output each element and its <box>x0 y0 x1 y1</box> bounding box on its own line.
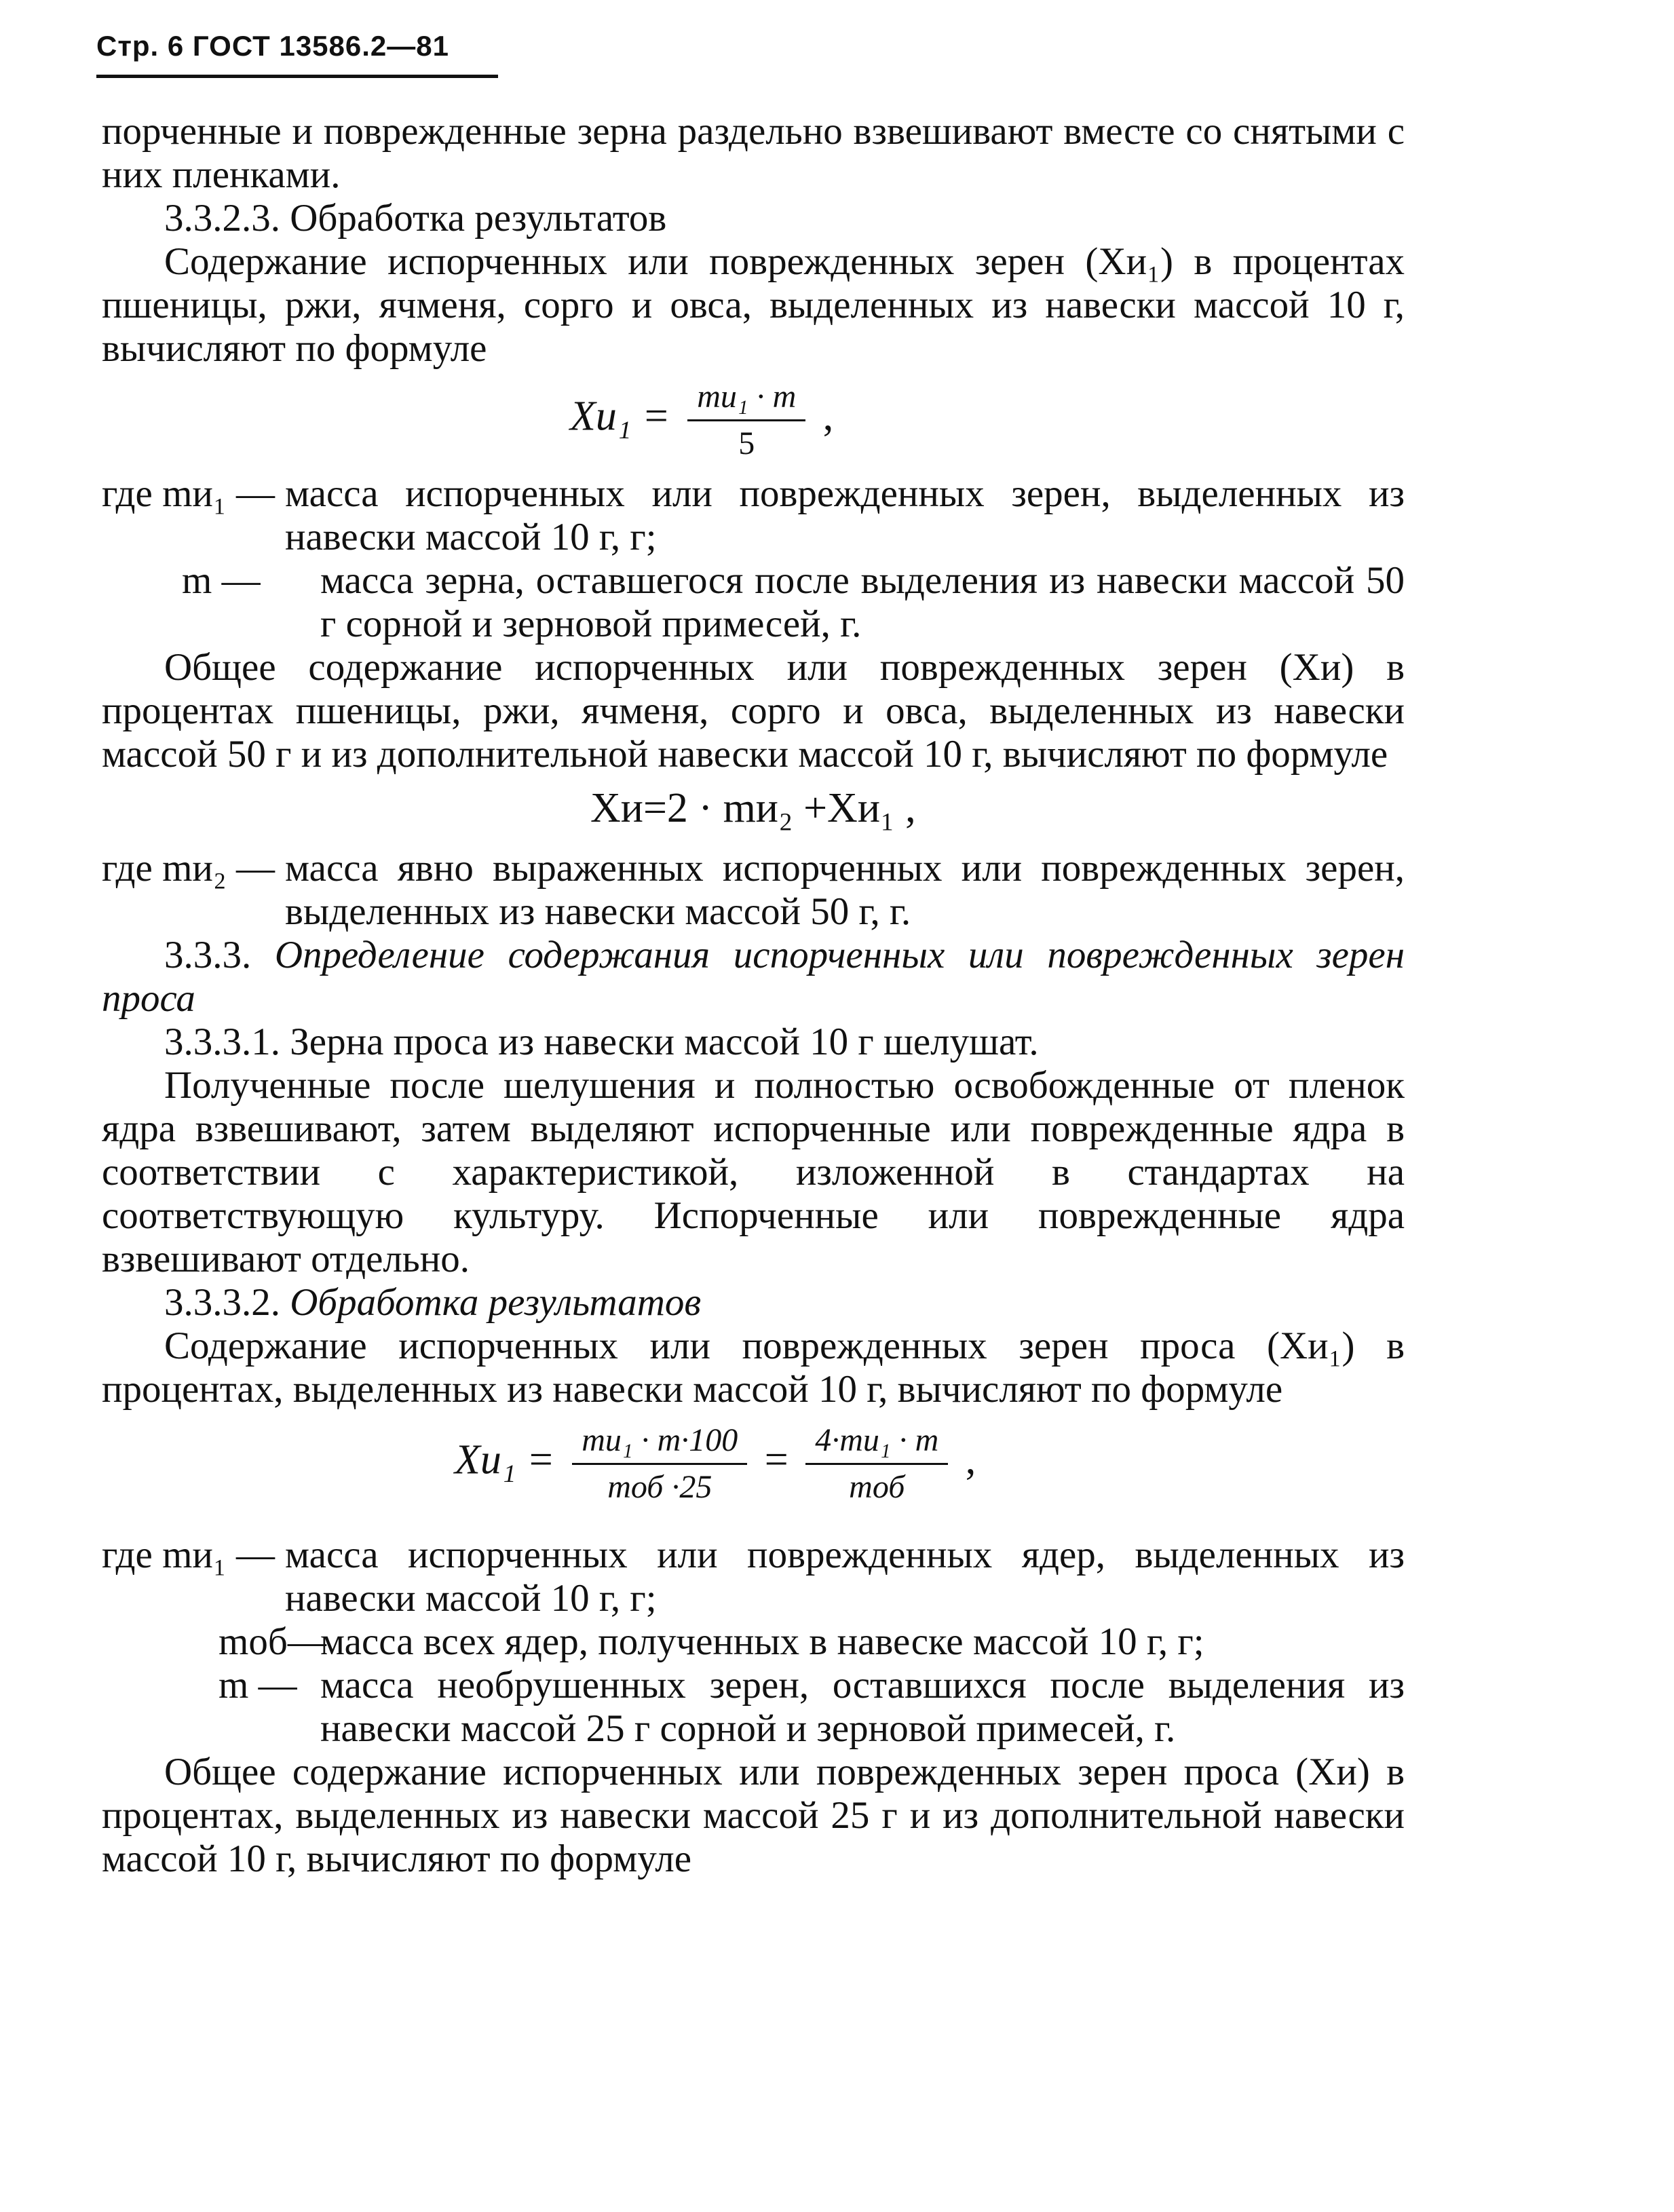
definition-label: m — <box>218 1664 297 1706</box>
definition-m-unhusked <box>102 1664 1405 1751</box>
paragraph-continued: порченные и поврежденные зерна раздельно взвешивают вместе со снятыми с них пленками. <box>102 110 1405 196</box>
formula-3-fraction-1 <box>572 1421 747 1507</box>
definition-m-ob <box>102 1620 1405 1664</box>
formula-3-numerator-1: mи₁ · m·100 <box>572 1421 747 1465</box>
formula-3-lhs: Xи₁ = <box>455 1436 555 1483</box>
formula-1 <box>102 377 1405 464</box>
definition-m-i1-kernels <box>102 1533 1405 1620</box>
definition-text: масса всех ядер, полученных в навеске массой 10 г, г; <box>320 1620 1204 1663</box>
formula-1-denominator: 5 <box>738 425 755 461</box>
formula-2: Xи=2 · mи₂ +Xи₁ , <box>590 785 916 831</box>
paragraph-millet-total: Общее содержание испорченных или поврежденных зерен проса (Xи) в процентах, выделенных из навески массой 25 г и из дополнительной навески массой 10 г, вычисляют по формуле <box>102 1751 1405 1880</box>
definition-label: mоб— <box>218 1620 326 1663</box>
formula-3 <box>102 1421 1405 1523</box>
definition-label: где mи₁ — <box>102 1533 275 1576</box>
definition-text: масса явно выраженных испорченных или поврежденных зерен, выделенных из навески массой 50 г, г. <box>285 847 1405 933</box>
formula-3-numerator-2: 4·mи₁ · m <box>805 1421 948 1465</box>
formula-3-denominator-2: mоб <box>849 1469 905 1505</box>
definition-label: где mи₁ — <box>102 472 275 515</box>
section-heading-3-3-3-2 <box>102 1281 1405 1324</box>
definition-text: масса необрушенных зерен, оставшихся после выделения из навески массой 25 г сорной и зерновой примесей, г. <box>320 1664 1405 1750</box>
formula-3-fraction-2 <box>805 1421 948 1507</box>
formula-3-denominator-1: mоб ·25 <box>607 1469 712 1505</box>
formula-3-comma: , <box>965 1436 976 1483</box>
formula-1-numerator: mи₁ · m <box>687 377 805 421</box>
paragraph-content-formula-intro: Содержание испорченных или поврежденных зерен (Xи₁) в процентах пшеницы, ржи, ячменя, сорго и овса, выделенных из навески массой 10 г, вычисляют по формуле <box>102 240 1405 370</box>
definition-m <box>102 559 1405 646</box>
document-body <box>102 110 1405 1881</box>
header-rule <box>96 75 498 78</box>
paragraph-husked-kernels: Полученные после шелушения и полностью освобожденные от пленок ядра взвешивают, затем выделяют испорченные или поврежденные ядра в соответствии с характеристикой, изложенной в стандартах на соответствующую культуру. Испорченные или поврежденные ядра взвешивают отдельно. <box>102 1064 1405 1280</box>
section-number: 3.3.3. <box>164 934 252 976</box>
section-heading-text: 3.3.2.3. Обработка результатов <box>164 197 667 240</box>
definition-text: масса зерна, оставшегося после выделения из навески массой 50 г сорной и зерновой примесей, г. <box>320 559 1405 645</box>
definition-text: масса испорченных или поврежденных ядер, выделенных из навески массой 10 г, г; <box>285 1533 1405 1620</box>
paragraph-3-3-3-1: 3.3.3.1. Зерна проса из навески массой 10 г шелушат. <box>164 1021 1039 1063</box>
section-number: 3.3.3.2. <box>164 1281 280 1324</box>
formula-1-comma: , <box>822 393 834 440</box>
definition-label: m — <box>182 559 261 602</box>
definition-m-i2 <box>102 847 1405 934</box>
page-header: Стр. 6 ГОСТ 13586.2—81 <box>96 30 449 62</box>
section-title: Определение содержания испорченных или поврежденных зерен проса <box>102 934 1405 1020</box>
section-heading-3-3-3 <box>102 934 1405 1021</box>
definition-m-i1 <box>102 472 1405 559</box>
paragraph-millet-formula-intro: Содержание испорченных или поврежденных зерен проса (Xи₁) в процентах, выделенных из навески массой 10 г, вычисляют по формуле <box>102 1324 1405 1411</box>
formula-1-lhs: Xи₁ = <box>570 393 670 440</box>
section-title: Обработка результатов <box>290 1281 702 1324</box>
formula-1-fraction <box>687 377 805 463</box>
formula-3-equals: = <box>764 1436 788 1483</box>
definition-text: масса испорченных или поврежденных зерен, выделенных из навески массой 10 г, г; <box>285 472 1405 558</box>
section-heading-3-3-2-3 <box>102 197 1405 240</box>
definition-label: где mи₂ — <box>102 847 275 890</box>
paragraph-total-content: Общее содержание испорченных или поврежденных зерен (Xи) в процентах пшеницы, ржи, ячменя, сорго и овса, выделенных из навески массой 50 г и из дополнительной навески массой 10 г, вычисляют по формуле <box>102 646 1405 776</box>
